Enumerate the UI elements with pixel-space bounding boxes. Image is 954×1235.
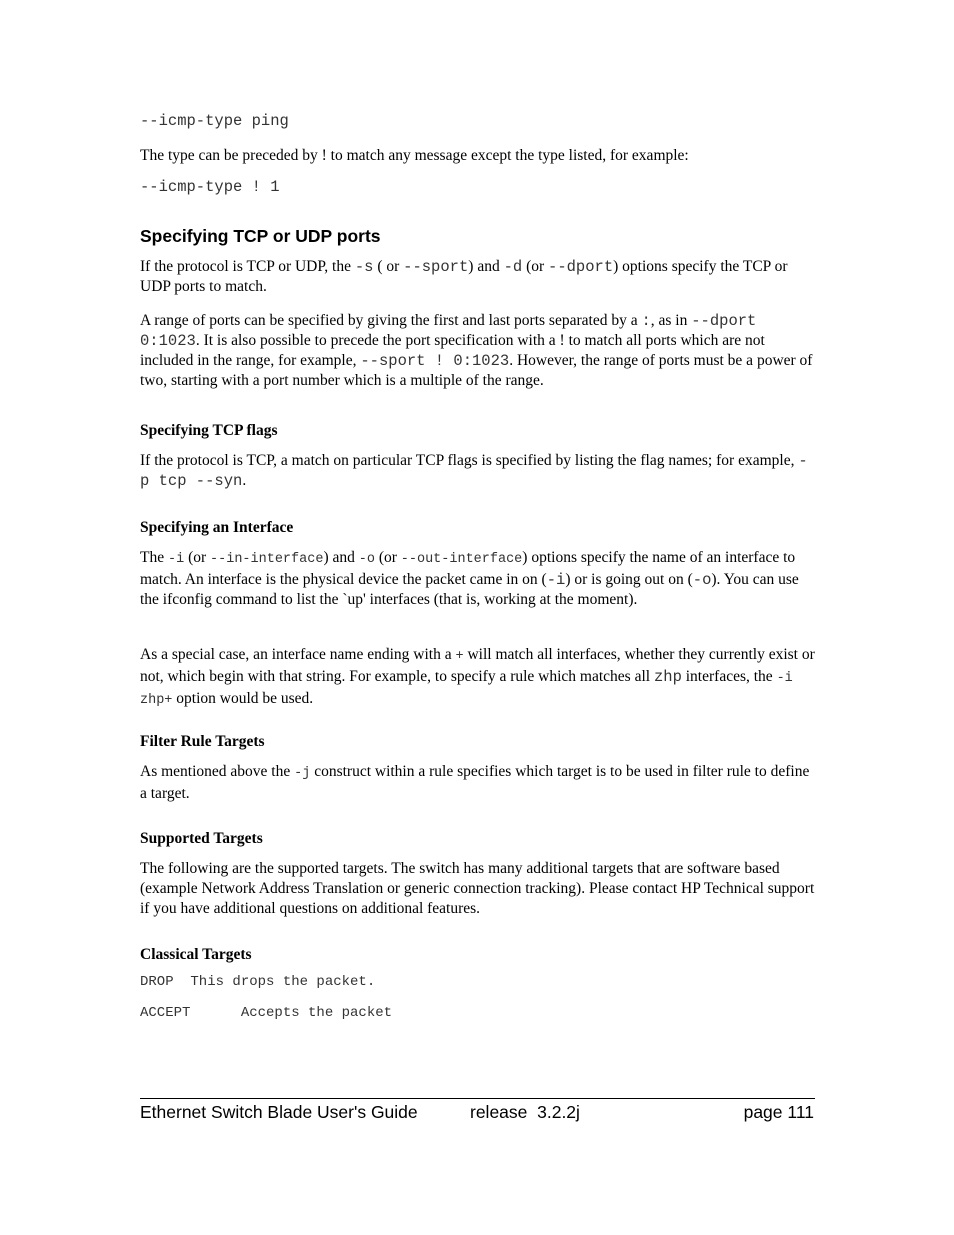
paragraph-icmp-negation: The type can be preceded by ! to match any message except the type listed, for example: bbox=[140, 147, 689, 164]
paragraph-supported-targets: The following are the supported targets. The switch has many additional targets that are software based (example Network Address Translation or generic connection tracking). Please contact HP Technical support if you have additional questions on additional features. bbox=[140, 860, 815, 917]
heading-supported-targets: Supported Targets bbox=[140, 830, 263, 847]
paragraph-interface-options: The -i (or --in-interface) and -o (or --out-interface) options specify the name of an interface to match. An interface is the physical device the packet came in on (-i) or is going out on (-o). You can use the ifconfig command to list the `up' interfaces (that is, working at the moment). bbox=[140, 549, 799, 608]
paragraph-ports-options: If the protocol is TCP or UDP, the -s ( or --sport) and -d (or --dport) options specify the TCP or UDP ports to match. bbox=[140, 258, 788, 295]
footer-page-number: page 111 bbox=[743, 1102, 814, 1122]
footer-divider bbox=[140, 1098, 815, 1099]
heading-interface: Specifying an Interface bbox=[140, 519, 294, 536]
paragraph-filter-targets: As mentioned above the -j construct within a rule specifies which target is to be used in filter rule to define a target. bbox=[140, 763, 810, 802]
footer-release: release 3.2.2j bbox=[470, 1102, 580, 1122]
target-drop: DROP This drops the packet. bbox=[140, 974, 376, 990]
paragraph-port-range: A range of ports can be specified by giving the first and last ports separated by a :, as in --dport 0:1023. It is also possible to precede the port specification with a ! to match all ports which are not included in the range, for example, --sport ! 0:1023. However, the range of ports must be a power of two, starting with a port number which is a multiple of the range. bbox=[140, 312, 813, 389]
heading-tcp-udp-ports: Specifying TCP or UDP ports bbox=[140, 226, 381, 246]
paragraph-interface-wildcard: As a special case, an interface name ending with a + will match all interfaces, whether they currently exist or not, which begin with that string. For example, to specify a rule which matches all zhp interfaces, the -i zhp+ option would be used. bbox=[140, 646, 815, 708]
heading-tcp-flags: Specifying TCP flags bbox=[140, 422, 278, 439]
code-icmp-type-negated: --icmp-type ! 1 bbox=[140, 178, 280, 196]
footer-title: Ethernet Switch Blade User's Guide bbox=[140, 1102, 418, 1122]
code-icmp-type-ping: --icmp-type ping bbox=[140, 112, 289, 130]
heading-filter-rule-targets: Filter Rule Targets bbox=[140, 733, 265, 750]
heading-classical-targets: Classical Targets bbox=[140, 946, 252, 963]
paragraph-tcp-flags: If the protocol is TCP, a match on particular TCP flags is specified by listing the flag names; for example, -p tcp --syn. bbox=[140, 452, 808, 490]
target-accept: ACCEPT Accepts the packet bbox=[140, 1005, 393, 1021]
